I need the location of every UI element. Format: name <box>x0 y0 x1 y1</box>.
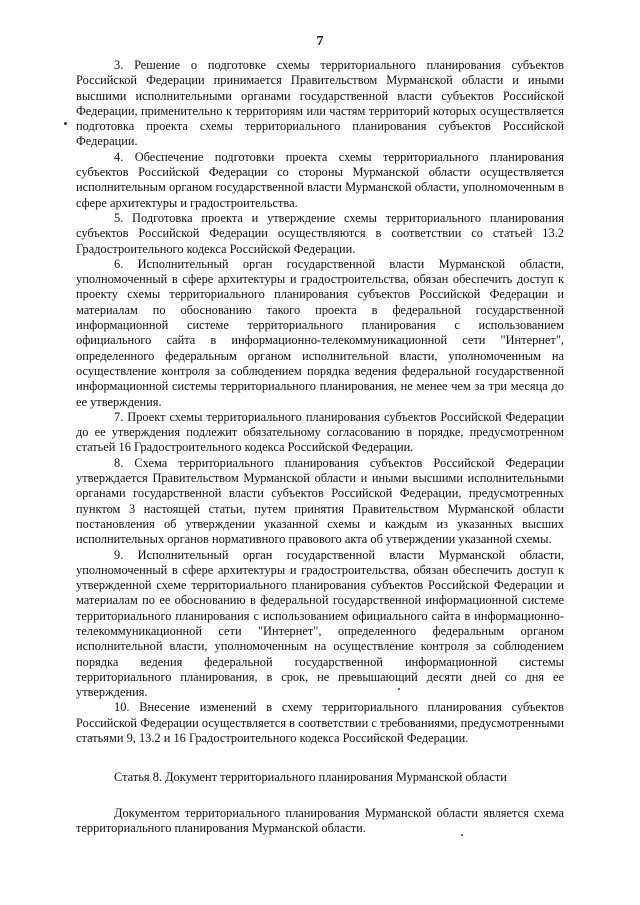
article-8-body: Документом территориального планирования Мурманской области является схема территориального планирования Мурманской области. <box>76 805 564 835</box>
paragraph-10: 10. Внесение изменений в схему территориального планирования субъектов Российской Федерации осуществляется в соответствии с требованиями, предусмотренными статьями 9, 13.2 и 16 Градостроительного кодекса Российской Федерации. <box>76 700 564 746</box>
paragraph-8: 8. Схема территориального планирования субъектов Российской Федерации утверждается Правительством Мурманской области и иными высшими исполнительными органами государственной власти субъектов Российской Федерации, предусмотренных пунктом 3 настоящей статьи, путем принятия Правительством Мурманской области постановления об утверждении указанной схемы и каждым из указанных высших исполнительных органов нормативного правового акта об утверждении указанной схемы. <box>76 455 564 547</box>
scan-speck <box>64 122 67 125</box>
document-body <box>76 58 564 836</box>
paragraph-9: 9. Исполнительный орган государственной власти Мурманской области, уполномоченный в сфере архитектуры и градостроительства, обязан обеспечить доступ к утвержденной схеме территориального планирования субъектов Российской Федерации и материалам по ее обоснованию в федеральной государственной информационной системе территориального планирования с использованием официального сайта в информационно-телекоммуникационной сети "Интернет", определенного федеральным органом исполнительной власти, уполномоченным на осуществление контроля за соблюдением порядка ведения федеральной государственной информационной системы территориального планирования, в срок, не превышающий десяти дней со дня ее утверждения. <box>76 547 564 700</box>
scan-speck <box>461 834 463 836</box>
paragraph-3: 3. Решение о подготовке схемы территориального планирования субъектов Российской Федерации принимается Правительством Мурманской области и иными высшими исполнительными органами государственной власти субъектов Российской Федерации, применительно к территориям или частям территорий которых осуществляется подготовка проекта схемы территориального планирования субъектов Российской Федерации. <box>76 58 564 149</box>
scan-speck <box>398 688 400 690</box>
paragraph-5: 5. Подготовка проекта и утверждение схемы территориального планирования субъектов Российской Федерации осуществляются в соответствии со статьей 13.2 Градостроительного кодекса Российской Федерации. <box>76 210 564 256</box>
paragraph-6: 6. Исполнительный орган государственной власти Мурманской области, уполномоченный в сфере архитектуры и градостроительства, обязан обеспечить доступ к проекту схемы территориального планирования субъектов Российской Федерации и материалам по обоснованию такого проекта в федеральной государственной информационной системе территориального планирования с использованием официального сайта в информационно-телекоммуникационной сети "Интернет", определенного федеральным органом исполнительной власти, уполномоченным на осуществление контроля за соблюдением порядка ведения федеральной государственной информационной системы территориального планирования, не менее чем за три месяца до ее утверждения. <box>76 256 564 409</box>
article-8-title: Статья 8. Документ территориального планирования Мурманской области <box>114 770 507 785</box>
page-number: 7 <box>316 34 324 49</box>
paragraph-4: 4. Обеспечение подготовки проекта схемы территориального планирования субъектов Российской Федерации со стороны Мурманской области осуществляется исполнительным органом государственной власти Мурманской области, уполномоченным в сфере архитектуры и градостроительства. <box>76 149 564 210</box>
paragraph-7: 7. Проект схемы территориального планирования субъектов Российской Федерации до ее утверждения подлежит обязательному согласованию в порядке, предусмотренном статьей 16 Градостроительного кодекса Российской Федерации. <box>76 409 564 455</box>
